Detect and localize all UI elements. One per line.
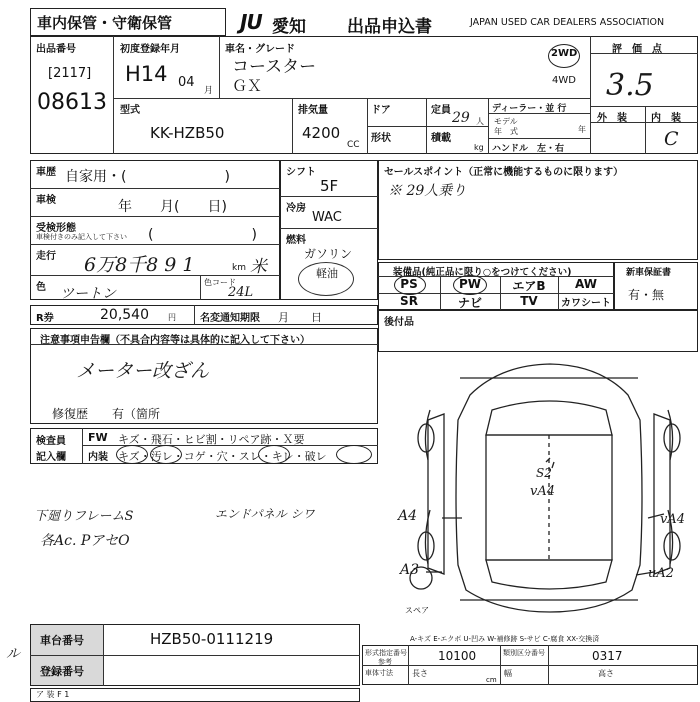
car-label: 車名・グレード [225, 44, 295, 55]
dealer-label: ディーラー・並 行 [492, 104, 567, 114]
form-number-value: 10100 [438, 649, 477, 663]
color-label: 色 [36, 282, 46, 293]
mark-uA2: uA2 [648, 566, 675, 581]
exterior-label: 外 装 [597, 113, 627, 124]
mileage-mark: 米 [250, 257, 267, 277]
history-value: 自家用・( ) [65, 169, 230, 185]
notes-text: メーター改ざん [76, 360, 210, 382]
inspector-label2: 記入欄 [36, 452, 66, 463]
mark-vA4-right: vA4 [660, 512, 686, 527]
engine-displacement: 4200 [302, 124, 341, 142]
damage-legend: A-キズ E-エクボ U-凹み W-補修跡 S-サビ C-腐食 XX-交換済 [410, 635, 600, 643]
car-name: コースター [232, 57, 317, 77]
doors-label: ドア [371, 105, 391, 116]
side-mark: ル [6, 646, 20, 662]
color-value: ツートン [60, 286, 116, 302]
equip-leather-seat: カワシート [561, 298, 611, 309]
equip-navi: ナビ [457, 296, 482, 310]
shift-label: シフト [286, 167, 316, 178]
note-line3: エンドパネル シワ [215, 507, 315, 521]
recycle-label: R券 [36, 313, 54, 324]
cooler-value: WAC [312, 210, 342, 225]
int-circle-1 [116, 445, 148, 464]
inspection-value: 年 月( 日) [118, 199, 227, 215]
registration-label: 初度登録年月 [120, 44, 180, 55]
acceptance-label: 受検形態 [36, 223, 76, 234]
color-code: 24L [228, 285, 254, 300]
registration-month: 04 [178, 75, 195, 90]
fw-label: FW [88, 431, 108, 444]
reg-number-label: 登録番号 [40, 665, 84, 678]
mileage-unit: km [232, 263, 246, 273]
height-label: 高さ [598, 669, 614, 678]
width-label: 幅 [504, 669, 512, 678]
class-number-value: 0317 [592, 649, 623, 663]
form-ref-label: 参考 [378, 658, 392, 666]
interior-label: 内 装 [651, 113, 681, 124]
inspection-label: 車検 [36, 195, 56, 206]
engine-label: 排気量 [298, 105, 328, 116]
recycle-amount: 20,540 [100, 307, 149, 323]
warranty-label: 新車保証書 [626, 268, 672, 278]
form-number-label: 形式指定番号 [365, 649, 407, 657]
fuel-diesel: 軽油 [316, 267, 338, 280]
lot-sub-number: [2117] [48, 66, 92, 81]
capacity-unit: 人 [476, 117, 484, 126]
org-name: 愛知 [272, 17, 306, 37]
handle-label: ハンドル 左・右 [492, 144, 565, 154]
lot-number: 08613 [37, 90, 107, 115]
equipment-label: 装備品(純正品に限り○をつけてください) [393, 267, 572, 278]
mark-vA4-center: vA4 [530, 484, 556, 499]
int-circle-3 [258, 445, 290, 464]
registration-month-unit: 月 [204, 86, 214, 96]
note-line2: 各Ac. PアセO [40, 533, 130, 549]
chassis-value: HZB50-0111219 [150, 630, 274, 648]
registration-year: H14 [125, 62, 168, 86]
equip-pw-circle [453, 275, 487, 295]
model-label: 型式 [120, 105, 140, 116]
color-code-label: 色コード [204, 278, 236, 287]
int-circle-4 [336, 445, 372, 464]
assoc-name: JAPAN USED CAR DEALERS ASSOCIATION [470, 17, 665, 28]
repair-label: 修復歴 有（箇所 [52, 407, 161, 421]
equip-sr: SR [400, 294, 418, 308]
fuel-gasoline: ガソリン [304, 247, 353, 261]
rating-score: 3.5 [606, 68, 654, 103]
post-install-label: 後付品 [384, 317, 414, 328]
rating-label: 評 価 点 [612, 44, 662, 55]
notify-value: 月 日 [278, 311, 322, 324]
mileage-value: 6万8千8 9 1 [84, 254, 195, 276]
selling-points-text: ※ 29人乗り [388, 183, 467, 199]
drive-4wd: 4WD [552, 75, 576, 86]
inspector-label1: 検査員 [36, 436, 66, 447]
length-unit: cm [486, 676, 497, 684]
mark-s2: S2 [536, 466, 552, 480]
drive-2wd: 2WD [551, 48, 578, 59]
warranty-value: 有・無 [628, 288, 665, 302]
vehicle-size-label: 車体寸法 [365, 669, 393, 677]
mileage-label: 走行 [36, 251, 56, 262]
class-number-label: 類別区分番号 [503, 649, 545, 657]
notify-label: 名変通知期限 [200, 313, 260, 324]
spare-label: スペア [405, 606, 429, 615]
int-label: 内装 [88, 452, 108, 463]
capacity-value: 29 [452, 110, 470, 126]
equip-tv: TV [520, 294, 538, 308]
int-circle-2 [150, 445, 182, 464]
fuel-label: 燃料 [286, 235, 306, 246]
acceptance-value: ( ) [148, 227, 257, 243]
model-year-label2: 年 式 [494, 127, 518, 136]
history-label: 車歴 [36, 167, 56, 178]
fw-items: キズ・飛石・ヒビ割・リペア跡・Ｘ要 [118, 433, 305, 446]
form-title: 出品申込書 [347, 17, 432, 37]
shape-label: 形状 [371, 133, 391, 144]
equip-ps: PS [400, 277, 418, 291]
recycle-unit: 円 [168, 313, 176, 322]
ju-logo: JU [240, 10, 262, 34]
engine-unit: CC [347, 140, 360, 150]
load-label: 積載 [431, 133, 451, 144]
lot-label: 出品番号 [36, 44, 76, 55]
note-line1: 下廻りフレームS [34, 509, 134, 524]
load-unit: kg [474, 143, 484, 152]
fuel-circle [298, 262, 354, 296]
equip-pw: PW [458, 277, 482, 291]
equip-aw: AW [575, 277, 597, 291]
mark-a3: A3 [400, 562, 420, 578]
shift-value: 5F [320, 177, 339, 195]
equip-ps-circle [394, 275, 426, 295]
mark-a4-left: A4 [398, 508, 418, 524]
post-install-box [378, 310, 698, 352]
model-code: KK-HZB50 [150, 124, 225, 142]
acceptance-note: 車検付きのみ記入して下さい [36, 233, 127, 241]
capacity-label: 定員 [431, 105, 451, 116]
equip-airbag: エアB [512, 279, 546, 293]
year-unit: 年 [578, 125, 586, 134]
interior-grade: C [664, 128, 679, 150]
selling-points-label: セールスポイント（正常に機能するものに限ります） [384, 167, 624, 178]
cooler-label: 冷房 [286, 203, 306, 214]
model-year-label1: モデル [494, 117, 518, 126]
length-label: 長さ [412, 669, 428, 678]
int-items: キズ・汚レ・コゲ・穴・スレ・キレ・破レ [118, 450, 327, 463]
notes-label: 注意事項申告欄（不具合内容等は具体的に記入して下さい） [40, 335, 310, 346]
chassis-label: 車台番号 [40, 634, 84, 647]
storage-notice: 車内保管・守衛保管 [37, 14, 173, 32]
bottom-row-label: ア 装 F 1 [36, 690, 70, 699]
car-grade: ＧＸ [232, 77, 263, 95]
